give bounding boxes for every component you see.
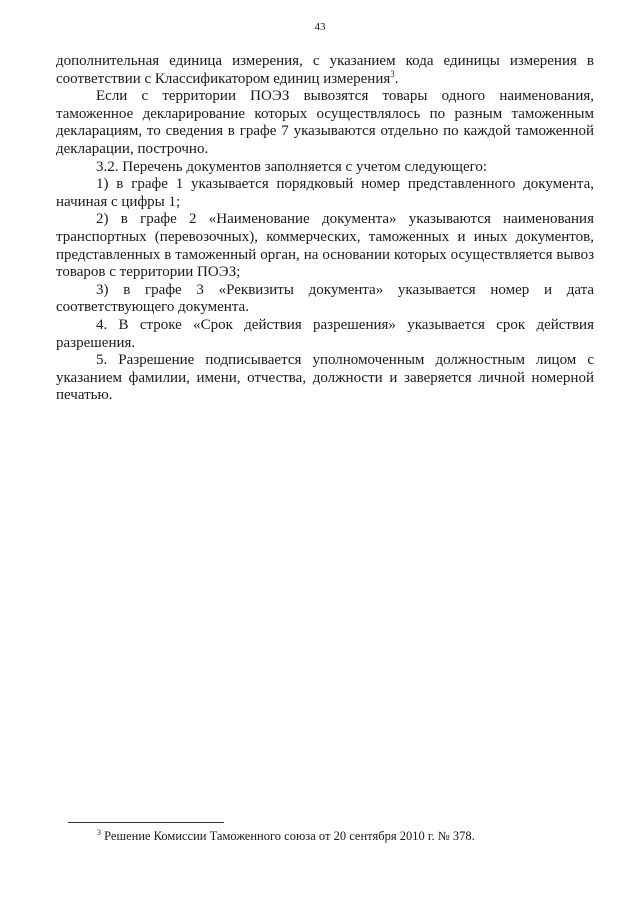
footnote-marker: 3 — [97, 827, 101, 837]
footnote-reference: 3 — [390, 68, 395, 79]
paragraph-declarations: Если с территории ПОЭЗ вывозятся товары одного наименования, таможенное декларирование которых осуществлялось по разным таможенным декларациям, то сведения в графе 7 указываются отдельно по каждой таможенной декларации, построчно. — [56, 88, 594, 157]
paragraph-text: дополнительная единица измерения, с указанием кода единицы измерения в соответствии с Классификатором единиц измерения — [56, 53, 594, 87]
document-body — [56, 53, 594, 405]
page-number: 43 — [314, 21, 326, 33]
paragraph-4: 4. В строке «Срок действия разрешения» указывается срок действия разрешения. — [56, 316, 594, 351]
paragraph-item-2: 2) в графе 2 «Наименование документа» указываются наименования транспортных (перевозочных), коммерческих, таможенных и иных документов, представленных в таможенный орган, на основании которых осуществляется вывоз товаров с территории ПОЭЗ; — [56, 211, 594, 281]
paragraph-item-1: 1) в графе 1 указывается порядковый номер представленного документа, начиная с цифры 1; — [56, 176, 594, 210]
footnote-separator — [68, 822, 224, 823]
footnote — [97, 829, 475, 844]
paragraph-unit-of-measure — [56, 53, 594, 88]
paragraph-3-2: 3.2. Перечень документов заполняется с учетом следующего: — [96, 158, 488, 175]
footnote-text: Решение Комиссии Таможенного союза от 20 сентября 2010 г. № 378. — [101, 829, 475, 843]
paragraph-tail: . — [394, 70, 399, 87]
paragraph-5: 5. Разрешение подписывается уполномоченным должностным лицом с указанием фамилии, имени, отчества, должности и заверяется личной номерной печатью. — [56, 352, 594, 404]
paragraph-item-3: 3) в графе 3 «Реквизиты документа» указывается номер и дата соответствующего документа. — [56, 281, 594, 316]
